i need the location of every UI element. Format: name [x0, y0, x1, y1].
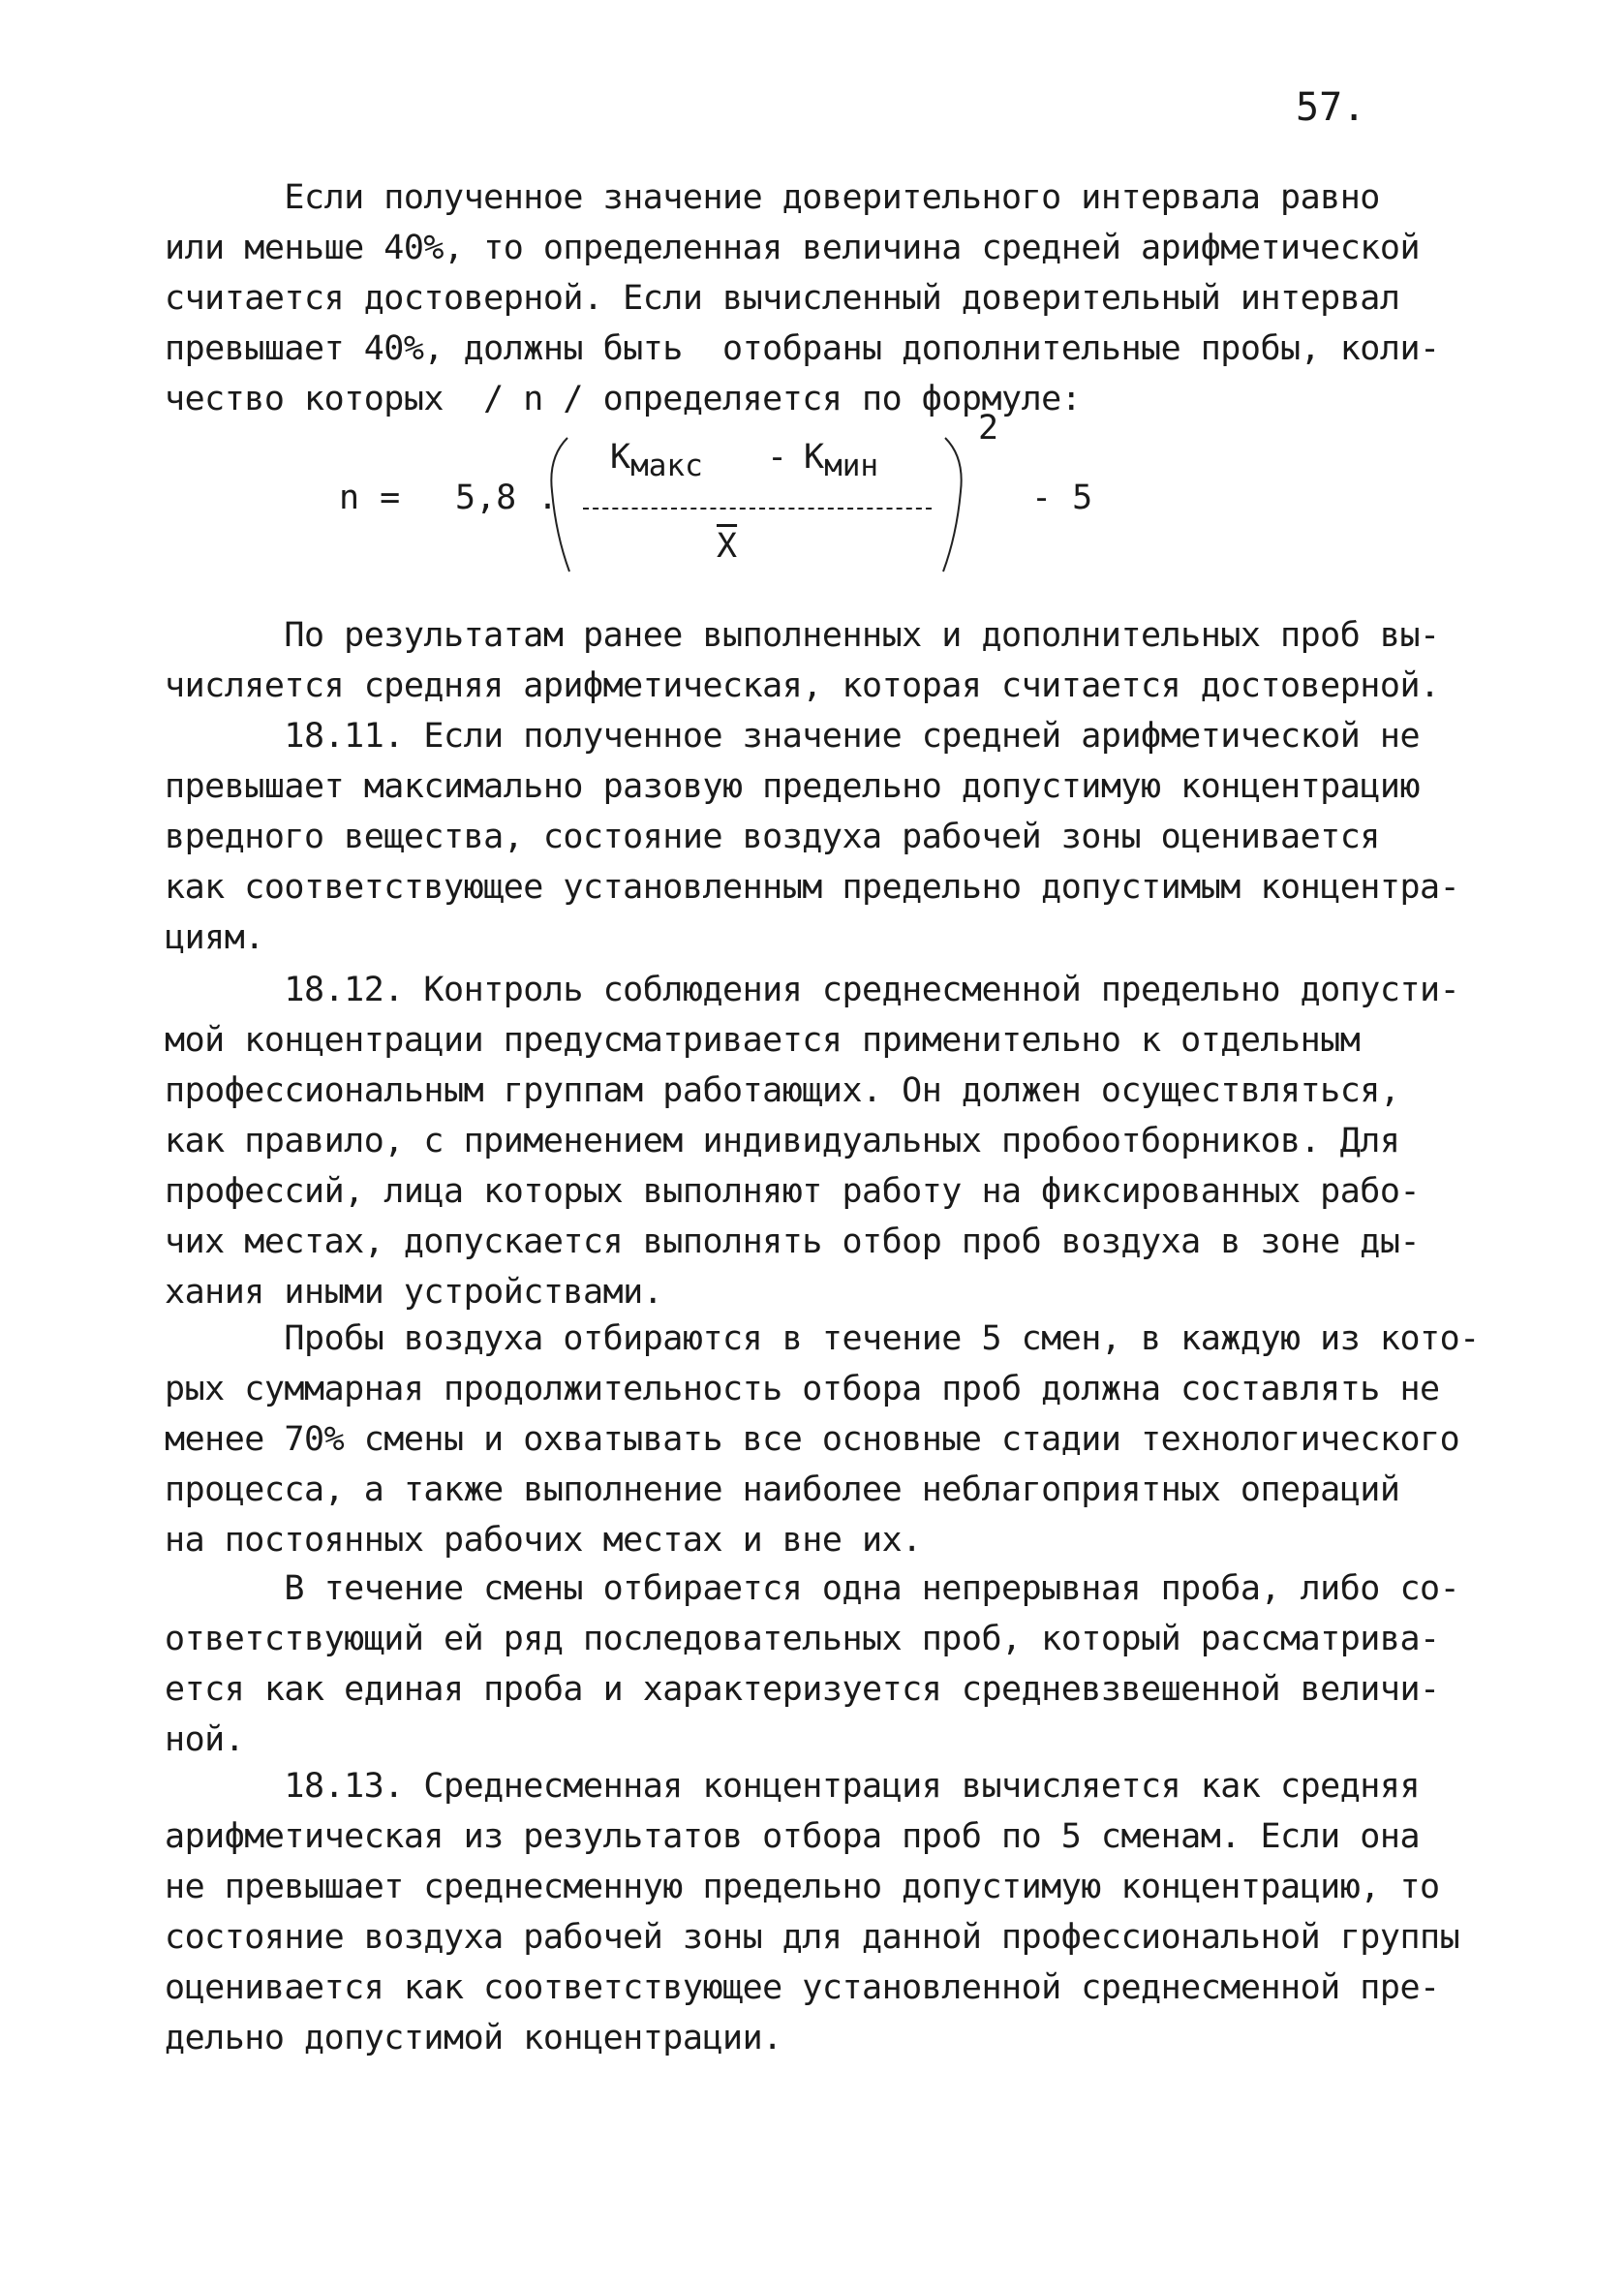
- text-line: ной.: [165, 1720, 245, 1759]
- denominator-mean: $\overline{X}$: [717, 527, 738, 566]
- paragraph-18-13: [165, 1761, 1459, 2063]
- numerator-minus: -: [767, 438, 788, 477]
- text-line: или меньше 40%, то определенная величина средней арифметической: [165, 229, 1421, 267]
- text-line: чество которых / n / определяется по формуле:: [165, 380, 1082, 418]
- text-line: рых суммарная продолжительность отбора проб должна составлять не: [165, 1370, 1440, 1408]
- text-line: По результатам ранее выполненных и дополнительных проб вы-: [165, 616, 1440, 655]
- text-line: Если полученное значение доверительного интервала равно: [165, 178, 1380, 217]
- text-line: превышает 40%, должны быть отобраны дополнительные пробы, коли-: [165, 329, 1440, 368]
- text-line: процесса, а также выполнение наиболее неблагоприятных операций: [165, 1470, 1400, 1509]
- text-line: Пробы воздуха отбираются в течение 5 смен, в каждую из кото-: [165, 1319, 1480, 1358]
- text-line: 18.11. Если полученное значение средней арифметической не: [165, 717, 1421, 756]
- formula-power: 2: [978, 409, 999, 448]
- text-line: арифметическая из результатов отбора проб по 5 сменам. Если она: [165, 1817, 1421, 1856]
- paragraph-additional-samples: [165, 610, 1459, 963]
- text-line: чих местах, допускается выполнять отбор проб воздуха в зоне ды-: [165, 1222, 1421, 1261]
- text-line: состояние воздуха рабочей зоны для данной профессиональной группы: [165, 1918, 1460, 1957]
- text-line: как соответствующее установленным предельно допустимым концентра-: [165, 868, 1460, 907]
- text-line: ответствующий ей ряд последовательных проб, который рассматрива-: [165, 1620, 1440, 1658]
- sample-count-formula: [320, 409, 1094, 593]
- formula-dot: .: [537, 479, 559, 517]
- numerator-k-max: Kмакс: [610, 438, 703, 483]
- text-line: 18.13. Среднесменная концентрация вычисляется как средняя: [165, 1767, 1421, 1806]
- formula-brackets: [540, 418, 986, 588]
- page-number: 57.: [1296, 85, 1366, 130]
- text-line: превышает максимально разовую предельно допустимую концентрацию: [165, 767, 1421, 806]
- text-line: профессий, лица которых выполняют работу на фиксированных рабо-: [165, 1172, 1421, 1211]
- text-line: считается достоверной. Если вычисленный доверительный интервал: [165, 279, 1400, 318]
- formula-coefficient: 5,8: [455, 479, 517, 517]
- text-line: дельно допустимой концентрации.: [165, 2019, 782, 2057]
- text-line: как правило, с применением индивидуальных пробоотборников. Для: [165, 1122, 1400, 1160]
- text-line: В течение смены отбирается одна непрерывная проба, либо со-: [165, 1569, 1460, 1608]
- text-line: циям.: [165, 918, 264, 957]
- text-line: вредного вещества, состояние воздуха рабочей зоны оценивается: [165, 818, 1380, 856]
- text-line: на постоянных рабочих местах и вне их.: [165, 1521, 922, 1560]
- text-line: профессиональным группам работающих. Он должен осуществляться,: [165, 1071, 1400, 1110]
- text-line: хания иными устройствами.: [165, 1273, 663, 1312]
- formula-lhs: n =: [339, 479, 401, 517]
- text-line: числяется средняя арифметическая, которая считается достоверной.: [165, 666, 1440, 705]
- text-line: не превышает среднесменную предельно допустимую концентрацию, то: [165, 1868, 1440, 1906]
- fraction-bar: [583, 508, 932, 510]
- paragraph-sampling-shifts: [165, 1314, 1480, 1565]
- formula-tail: - 5: [1031, 479, 1093, 517]
- paragraph-continuous-sample: [165, 1563, 1459, 1765]
- text-line: оценивается как соответствующее установленной среднесменной пре-: [165, 1968, 1440, 2007]
- text-line: мой концентрации предусматривается применительно к отдельным: [165, 1021, 1361, 1060]
- numerator-k-min: Kмин: [804, 438, 879, 483]
- paragraph-18-12: [165, 965, 1459, 1317]
- text-line: менее 70% смены и охватывать все основные стадии технологического: [165, 1420, 1460, 1459]
- text-line: 18.12. Контроль соблюдения среднесменной предельно допусти-: [165, 971, 1460, 1009]
- paragraph-confidence-interval: [165, 172, 1440, 424]
- text-line: ется как единая проба и характеризуется средневзвешенной величи-: [165, 1670, 1440, 1709]
